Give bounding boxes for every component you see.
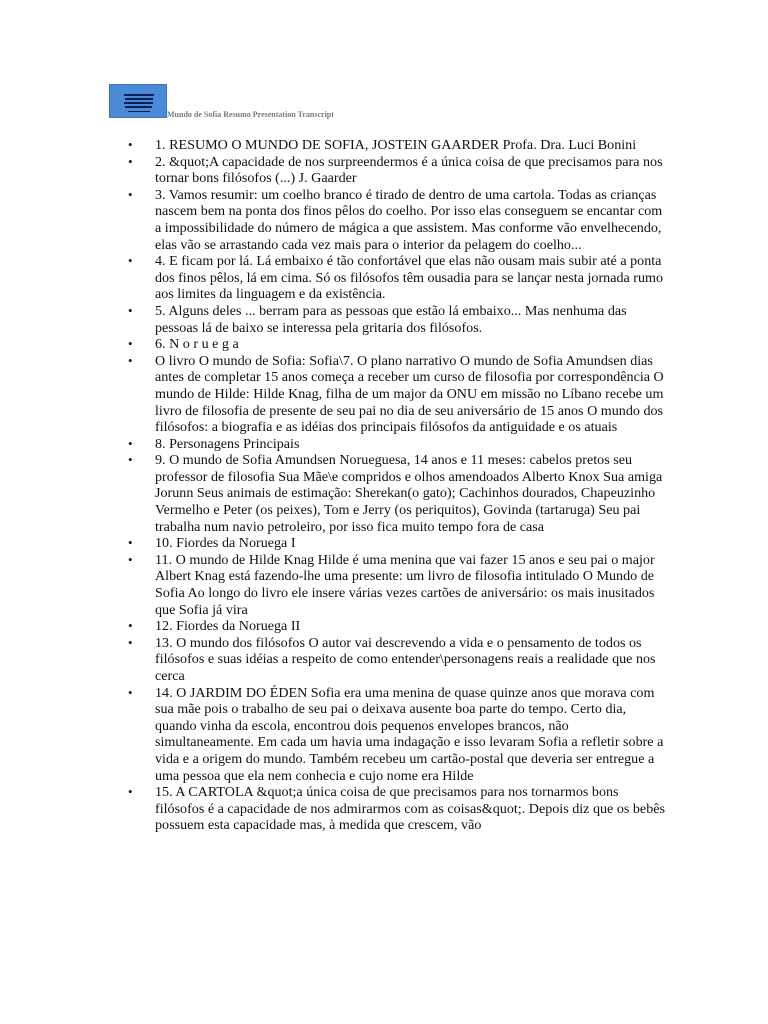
list-item-text: 9. O mundo de Sofia Amundsen Norueguesa, 14 anos e 11 meses: cabelos pretos seu professor de filosofia Sua Mãe\e compridos e olhos amendoados Alberto Knox Sua amiga Jorunn Seus animais de estimação: Sherekan(o gato); Cachinhos dourados, Chapeuzinho Vermelho e Peter (os peixes), Tom e Jerry (os periquitos), Govinda (tartaruga) Seu pai trabalha num navio petroleiro, por isso fica muito tempo fora de casa bbox=[155, 452, 663, 535]
document-title: Mundo de Sofia Resumo Presentation Transcript bbox=[167, 110, 334, 119]
thumbnail-text-line bbox=[124, 94, 154, 96]
list-item bbox=[126, 253, 666, 303]
thumbnail-text-line bbox=[125, 106, 152, 108]
bullet-icon: • bbox=[128, 336, 133, 352]
bullet-icon: • bbox=[128, 153, 133, 169]
bullet-icon: • bbox=[128, 137, 133, 152]
list-item-text: 11. O mundo de Hilde Knag Hilde é uma menina que vai fazer 15 anos e seu pai o major Albert Knag está fazendo-lhe uma presente: um livro de filosofia intitulado O Mundo de Sofia Ao longo do livro ele insere várias vezes cartões de aniversário: os mais inusitados que Sofia já vira bbox=[155, 551, 655, 618]
list-item-text: 1. RESUMO O MUNDO DE SOFIA, JOSTEIN GAARDER Profa. Dra. Luci Bonini bbox=[155, 137, 637, 153]
list-item-text: 12. Fiordes da Noruega II bbox=[155, 618, 301, 635]
list-item-text: 13. O mundo dos filósofos O autor vai descrevendo a vida e o pensamento de todos os filósofos e suas idéias a respeito de como entender\personagens reais a realidade que nos cerca bbox=[155, 634, 656, 684]
list-item bbox=[126, 618, 666, 635]
list-item-text: 8. Personagens Principais bbox=[155, 435, 300, 452]
bullet-icon: • bbox=[128, 186, 133, 202]
list-item bbox=[126, 154, 666, 187]
thumbnail-text-line bbox=[125, 98, 153, 100]
bullet-icon: • bbox=[128, 435, 133, 451]
bullet-icon: • bbox=[128, 684, 133, 700]
bullet-icon: • bbox=[128, 535, 133, 551]
bullet-icon: • bbox=[128, 618, 133, 634]
list-item-text: 3. Vamos resumir: um coelho branco é tirado de dentro de uma cartola. Todas as crianças nascem bem na ponta dos finos pêlos do coelho. Por isso elas conseguem se encantar com a impossibilidade do número de mágica a que assistem. Mas conforme vão envelhecendo, elas vão se arrastando cada vez mais para o interior da pelagem do coelho... bbox=[155, 186, 663, 253]
list-item bbox=[126, 535, 666, 552]
list-item-text: O livro O mundo de Sofia: Sofia\7. O plano narrativo O mundo de Sofia Amundsen dias antes de completar 15 anos começa a receber um curso de filosofia por correspondência O mundo de Hilde: Hilde Knag, filha de um major da ONU em missão no Líbano recebe um livro de filosofia de presente de seu pai no dia de seu aniversário de 15 anos O mundo dos filósofos: a biografia e as idéias dos principais filósofos da antiguidade e os atuais bbox=[155, 352, 664, 436]
bullet-icon: • bbox=[128, 253, 133, 269]
thumbnail-text-line bbox=[128, 111, 150, 112]
presentation-thumbnail[interactable] bbox=[109, 84, 167, 118]
thumbnail-text-line bbox=[124, 102, 153, 104]
list-item-text: 14. O JARDIM DO ÉDEN Sofia era uma menina de quase quinze anos que morava com sua mãe pois o trabalho de seu pai o deixava ausente boa parte do tempo. Certo dia, quando vinha da escola, encontrou dois pequenos envelopes brancos, não simultaneamente. Em cada um havia uma indagação e isso levaram Sofia a refletir sobre a vida e a origem do mundo. Também recebeu um cartão-postal que deveria ser entregue a uma pessoa que ela nem conhecia e cujo nome era Hilde bbox=[155, 684, 664, 784]
list-item bbox=[126, 635, 666, 685]
list-item bbox=[126, 187, 666, 253]
bullet-icon: • bbox=[128, 352, 133, 368]
list-item-text: 6. N o r u e g a bbox=[155, 336, 239, 353]
list-item bbox=[126, 353, 666, 436]
list-item-text: 4. E ficam por lá. Lá embaixo é tão confortável que elas não ousam mais subir até a ponta dos finos pêlos, lá em cima. Só os filósofos têm ousadia para se lançar nesta jornada rumo aos limites da linguagem e da existência. bbox=[155, 253, 664, 303]
list-item bbox=[126, 452, 666, 535]
bullet-icon: • bbox=[128, 551, 133, 567]
list-item bbox=[126, 784, 666, 834]
list-item bbox=[126, 436, 666, 453]
list-item-text: 5. Alguns deles ... berram para as pessoas que estão lá embaixo... Mas nenhuma das pessoas lá de baixo se interessa pela gritaria dos filósofos. bbox=[155, 302, 627, 336]
list-item bbox=[126, 552, 666, 618]
bullet-icon: • bbox=[128, 784, 133, 800]
bullet-icon: • bbox=[128, 452, 133, 468]
bullet-icon: • bbox=[128, 302, 133, 318]
list-item bbox=[126, 303, 666, 336]
list-item bbox=[126, 336, 666, 353]
list-item-text: 15. A CARTOLA &quot;a única coisa de que precisamos para nos tornarmos bons filósofos é a capacidade de nos admirarmos com as coisas&quot;. Depois diz que os bebês possuem esta capacidade mas, à medida que crescem, vão bbox=[155, 784, 665, 834]
bullet-icon: • bbox=[128, 634, 133, 650]
list-item bbox=[126, 685, 666, 785]
transcript-list bbox=[126, 137, 666, 834]
list-item-text: 10. Fiordes da Noruega I bbox=[155, 535, 296, 552]
list-item bbox=[126, 137, 666, 154]
list-item-text: 2. &quot;A capacidade de nos surpreendermos é a única coisa de que precisamos para nos tornar bons filósofos (...) J. Gaarder bbox=[155, 153, 663, 187]
